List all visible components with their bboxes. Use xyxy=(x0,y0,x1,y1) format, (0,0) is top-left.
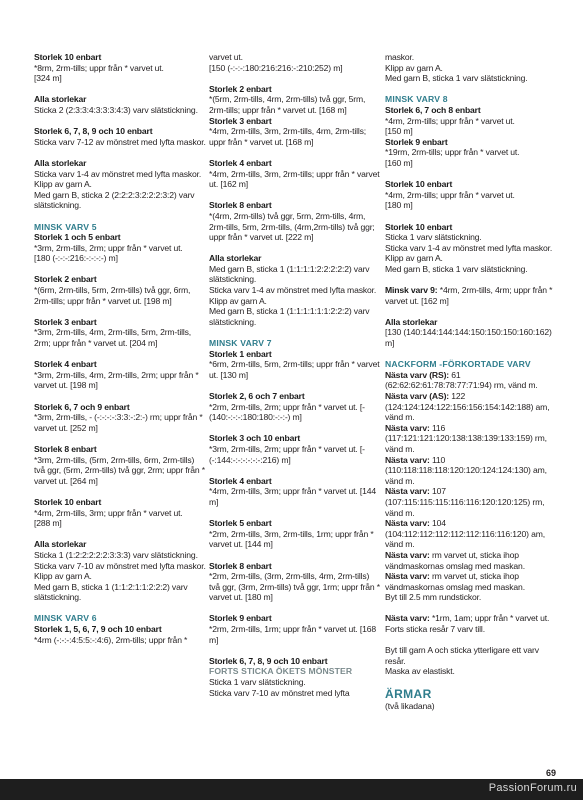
instruction-text: Minsk varv 9: *4rm, 2rm-tills, 4rm; uppr från * varvet ut. [162 m] xyxy=(385,285,553,306)
instruction-text: [130 (140:144:144:144:150:150:150:160:162) m] xyxy=(385,327,552,349)
instruction-text: *2rm, 2rm-tills, (3rm, 2rm-tills, 4rm, 2rm-tills) två ggr, (3rm, 2rm-tills) två ggr, 1rm; uppr från * varvet ut. [180 m] xyxy=(209,571,380,603)
instruction-text: Sticka varv 7-12 av mönstret med lyfta maskor. xyxy=(34,136,206,147)
size-heading: Storlek 3 enbart xyxy=(209,115,272,126)
text-block xyxy=(34,497,206,529)
text-block xyxy=(209,52,381,73)
instruction-text: *8rm, 2rm-tills; uppr från * varvet ut. [324 m] xyxy=(34,62,164,84)
text-block xyxy=(34,539,206,603)
instruction-text: *4rm, 2rm-tills; uppr från * varvet ut. [150 m] xyxy=(385,115,515,137)
text-block xyxy=(385,645,557,677)
size-heading: Storlek 9 enbart xyxy=(385,136,448,147)
size-heading: Storlek 4 enbart xyxy=(34,359,97,370)
instruction-text: *3rm, 2rm-tills, (5rm, 2rm-tills, 6rm, 2rm-tills) två ggr, (5rm, 2rm-tills) två ggr, 2rm; uppr från * varvet ut. [264 m] xyxy=(34,454,205,486)
text-block xyxy=(34,94,206,115)
size-heading: Storlek 10 enbart xyxy=(385,179,453,190)
text-block xyxy=(209,84,381,116)
text-block xyxy=(385,285,557,306)
text-block xyxy=(34,52,206,84)
size-heading: Storlek 8 enbart xyxy=(209,200,272,211)
instruction-text: *6rm, 2rm-tills, 5rm, 2rm-tills; uppr från * varvet ut. [130 m] xyxy=(209,359,380,380)
section-heading: MINSK VARV 8 xyxy=(385,94,448,105)
subheading: FORTS STICKA ÖKETS MÖNSTER xyxy=(209,666,353,677)
size-heading: Storlek 2, 6 och 7 enbart xyxy=(209,391,305,401)
text-block xyxy=(34,613,206,645)
instruction-text: *4rm, 2rm-tills, 3rm; uppr från * varvet ut. [288 m] xyxy=(34,507,183,529)
size-heading: Storlek 3 enbart xyxy=(34,316,97,327)
text-block xyxy=(34,158,206,211)
instruction-text: *4rm, 2rm-tills, 3rm, 2rm-tills, 4rm, 2rm-tills; uppr från * varvet ut. [168 m] xyxy=(209,126,367,147)
footer-bar xyxy=(0,779,583,800)
text-block xyxy=(385,359,557,603)
text-block xyxy=(385,317,557,349)
column-2 xyxy=(209,52,381,709)
text-block xyxy=(385,613,557,634)
inline-heading: Minsk varv 9: xyxy=(385,285,438,296)
size-heading: Storlek 2 enbart xyxy=(209,83,272,94)
instruction-text: Sticka 2 (2:3:3:4:3:3:3:4:3) varv slätstickning. xyxy=(34,104,198,115)
page-number: 69 xyxy=(546,768,557,778)
size-heading: Storlek 10 enbart xyxy=(385,221,453,232)
size-heading: Alla storlekar xyxy=(34,539,87,550)
section-heading: MINSK VARV 6 xyxy=(34,613,97,624)
text-block xyxy=(209,158,381,190)
text-block xyxy=(385,179,557,211)
instruction-text: *(5rm, 2rm-tills, 4rm, 2rm-tills) två ggr, 5rm, 2rm-tills; uppr från * varvet ut. [168 m] xyxy=(209,94,366,115)
section-heading: ÄRMAR xyxy=(385,686,432,701)
watermark: PassionForum.ru xyxy=(488,782,577,794)
size-heading: Storlek 8 enbart xyxy=(34,443,97,454)
size-heading: Alla storlekar xyxy=(209,253,262,264)
instruction-text: maskor. Klipp av garn A. Med garn B, sticka 1 varv slätstickning. xyxy=(385,52,528,84)
instruction-text: *2rm, 2rm-tills, 3rm, 2rm-tills, 1rm; uppr från * varvet ut. [144 m] xyxy=(209,528,374,550)
size-heading: Storlek 1, 5, 6, 7, 9 och 10 enbart xyxy=(34,624,162,635)
text-block xyxy=(209,200,381,242)
size-heading: Storlek 9 enbart xyxy=(209,613,272,624)
instruction-text: *2rm, 2rm-tills, 2rm; uppr från * varvet ut. [- (140:-:-:-:180:180:-:-:-) m] xyxy=(209,401,365,423)
size-heading: Alla storlekar xyxy=(385,316,438,327)
text-block xyxy=(209,476,381,508)
size-heading: Storlek 1 enbart xyxy=(209,348,272,359)
instruction-text: *4rm (-:-:-:4:5:5:-:4:6), 2rm-tills; uppr från * xyxy=(34,634,188,645)
text-block xyxy=(209,253,381,327)
instruction-text: varvet ut. [150 (-:-:-:180:216:216:-:210:252) m] xyxy=(209,52,343,73)
text-block xyxy=(209,391,381,423)
size-heading: Storlek 1 och 5 enbart xyxy=(34,232,121,243)
instruction-text: Sticka 1 (1:2:2:2:2:2:3:3:3) varv slätstickning. Sticka varv 7-10 av mönstret med lyfta maskor. Klipp av garn A. Med garn B, sticka 1 (1:1:2:1:1:2:2:2) varv slätstickning. xyxy=(34,549,206,603)
instruction-text: *4rm, 2rm-tills; uppr från * varvet ut. [180 m] xyxy=(385,189,515,211)
instruction-text: Med garn B, sticka 1 (1:1:1:1:2:2:2:2:2) varv slätstickning. Sticka varv 1-4 av mönstret med lyfta maskor. Klipp av garn A. Med garn B, sticka 1 (1:1:1:1:1:1:2:2:2) varv slätstickning. xyxy=(209,263,377,327)
instruction-text: Byt till garn A och sticka ytterligare ett varv resår. Maska av elastiskt. xyxy=(385,645,539,677)
text-block xyxy=(209,433,381,465)
size-heading: Storlek 3 och 10 enbart xyxy=(209,433,301,444)
text-block xyxy=(34,317,206,349)
text-block xyxy=(385,137,557,169)
size-heading: Storlek 4 enbart xyxy=(209,157,272,168)
column-3 xyxy=(385,52,557,722)
instruction-text: Sticka 1 varv slätstickning. Sticka varv 1-4 av mönstret med lyfta maskor. Klipp av garn A. Med garn B, sticka 1 varv slätstickning. xyxy=(385,232,553,274)
size-heading: Storlek 8 enbart xyxy=(209,560,272,571)
text-block xyxy=(209,518,381,550)
text-block xyxy=(34,126,206,147)
instruction-text: *4rm, 2rm-tills, 3rm, 2rm-tills; uppr från * varvet ut. [162 m] xyxy=(209,168,380,190)
instruction-text: Nästa varv: *1rm, 1am; uppr från * varvet ut. Forts sticka resår 7 varv till. xyxy=(385,613,550,635)
instruction-text: Sticka 1 varv slätstickning. Sticka varv 7-10 av mönstret med lyfta xyxy=(209,677,350,698)
size-heading: Alla storlekar xyxy=(34,94,87,105)
instruction-text: Nästa varv (RS): 61 (62:62:62:61:78:78:77:71:94) rm, vänd m. Nästa varv (AS): 122 (124:124:124:122:156:156:154:142:188) am, vänd m. Nästa varv: 116 (117:121:121:120:138:138:139:133:159) rm, vänd m. Nästa varv: 110 (110:118:118:118:120:120:124:124:130) am, vänd m. Nästa varv: 107 (107:115:115:115:116:116:120:120:125) rm, vänd m. Nästa varv: 104 (104:112:112:112:112:112:116:116:120) am, vänd m. Nästa varv: rm varvet ut, sticka ihop vändmaskornas omslag med maskan. Nästa varv: rm varvet ut, sticka ihop vändmaskornas omslag med maskan. Byt till 2.5 mm rundstickor. xyxy=(385,369,550,603)
text-block xyxy=(385,222,557,275)
instruction-text: Sticka varv 1-4 av mönstret med lyfta maskor. Klipp av garn A. Med garn B, sticka 2 (2:2:2:3:2:2:2:3:2) varv slätstickning. xyxy=(34,168,202,211)
instruction-text: *4rm, 2rm-tills, 3rm; uppr från * varvet ut. [144 m] xyxy=(209,486,376,507)
size-heading: Storlek 10 enbart xyxy=(34,496,102,507)
instruction-text: *(4rm, 2rm-tills) två ggr, 5rm, 2rm-tills, 4rm, 2rm-tills, 5rm, 2rm-tills, (4rm,2rm-tills) två ggr; uppr från * varvet ut. [222 m] xyxy=(209,210,375,243)
instruction-text: *2rm, 2rm-tills, 1rm; uppr från * varvet ut. [168 m] xyxy=(209,624,376,645)
section-heading: MINSK VARV 5 xyxy=(34,221,97,232)
text-block xyxy=(34,359,206,391)
text-block xyxy=(209,613,381,645)
size-heading: Storlek 10 enbart xyxy=(34,52,102,62)
size-heading: Storlek 5 enbart xyxy=(209,518,272,529)
instruction-text: *3rm, 2rm-tills, 2rm; uppr från * varvet ut. [180 (-:-:-:216:-:-:-:-) m] xyxy=(34,242,183,264)
text-block xyxy=(34,402,206,434)
size-heading: Alla storlekar xyxy=(34,157,87,168)
text-block xyxy=(209,561,381,603)
instruction-text: *3rm, 2rm-tills, 4rm, 2rm-tills, 5rm, 2rm-tills, 2rm; uppr från * varvet ut. [204 m] xyxy=(34,327,192,349)
instruction-text: *(6rm, 2rm-tills, 5rm, 2rm-tills) två ggr, 6rm, 2rm-tills; uppr från * varvet ut. [198 m] xyxy=(34,285,191,306)
section-heading: MINSK VARV 7 xyxy=(209,338,272,349)
size-heading: Storlek 6, 7 och 9 enbart xyxy=(34,401,130,412)
text-block xyxy=(385,688,557,712)
text-block xyxy=(385,94,557,136)
instruction-text: (två likadana) xyxy=(385,700,435,711)
size-heading: Storlek 6, 7 och 8 enbart xyxy=(385,104,481,115)
text-block xyxy=(209,656,381,698)
text-block xyxy=(34,444,206,486)
instruction-text: *3rm, 2rm-tills, 2rm; uppr från * varvet ut. [- (-:144:-:-:-:-:-:-:216) m] xyxy=(209,443,365,465)
instruction-text: *19rm, 2rm-tills; uppr från * varvet ut. [160 m] xyxy=(385,147,520,168)
text-block xyxy=(34,274,206,306)
column-1 xyxy=(34,52,206,656)
instruction-text: *3rm, 2rm-tills, - (-:-:-:-:3:3:-:2:-) rm; uppr från * varvet ut. [252 m] xyxy=(34,412,203,433)
size-heading: Storlek 4 enbart xyxy=(209,475,272,486)
section-heading: NACKFORM -FÖRKORTADE VARV xyxy=(385,359,531,370)
text-block xyxy=(34,222,206,264)
text-block xyxy=(209,116,381,148)
size-heading: Storlek 6, 7, 8, 9 och 10 enbart xyxy=(34,126,153,137)
instruction-text: *3rm, 2rm-tills, 4rm, 2rm-tills, 2rm; uppr från * varvet ut. [198 m] xyxy=(34,369,199,391)
size-heading: Storlek 6, 7, 8, 9 och 10 enbart xyxy=(209,655,328,666)
text-block xyxy=(385,52,557,84)
size-heading: Storlek 2 enbart xyxy=(34,274,97,285)
text-block xyxy=(209,338,381,380)
